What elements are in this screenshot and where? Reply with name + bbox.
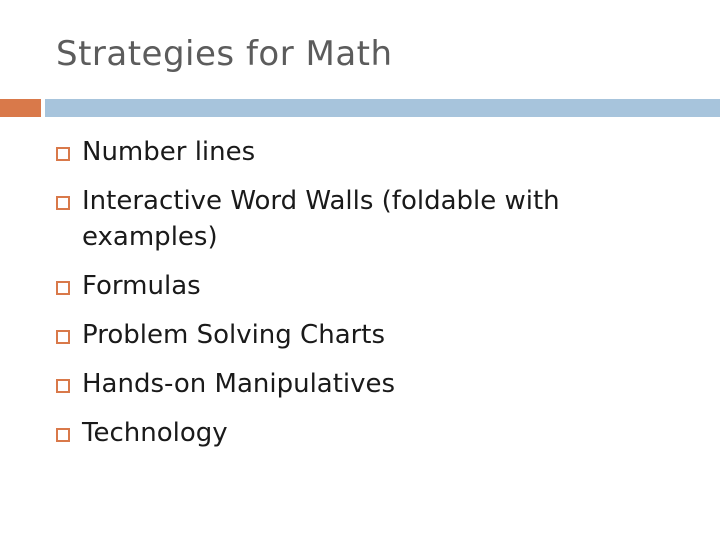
square-bullet-icon (56, 330, 70, 344)
bullet-item (56, 366, 666, 402)
bullet-item (56, 317, 666, 353)
square-bullet-icon (56, 379, 70, 393)
bullet-text: Formulas (82, 271, 201, 301)
slide-title: Strategies for Math (56, 34, 393, 74)
square-bullet-icon (56, 281, 70, 295)
bullet-item (56, 183, 666, 255)
bullet-list (56, 134, 666, 464)
bullet-text: Technology (82, 418, 228, 448)
accent-bar-blue (45, 99, 720, 117)
bullet-text: Hands-on Manipulatives (82, 369, 396, 399)
accent-bar-orange (0, 99, 41, 117)
bullet-text: Interactive Word Walls (foldable with examples) (82, 186, 560, 252)
square-bullet-icon (56, 428, 70, 442)
bullet-item (56, 134, 666, 170)
bullet-text: Number lines (82, 137, 256, 167)
bullet-item (56, 268, 666, 304)
square-bullet-icon (56, 196, 70, 210)
square-bullet-icon (56, 147, 70, 161)
bullet-item (56, 415, 666, 451)
bullet-text: Problem Solving Charts (82, 320, 386, 350)
